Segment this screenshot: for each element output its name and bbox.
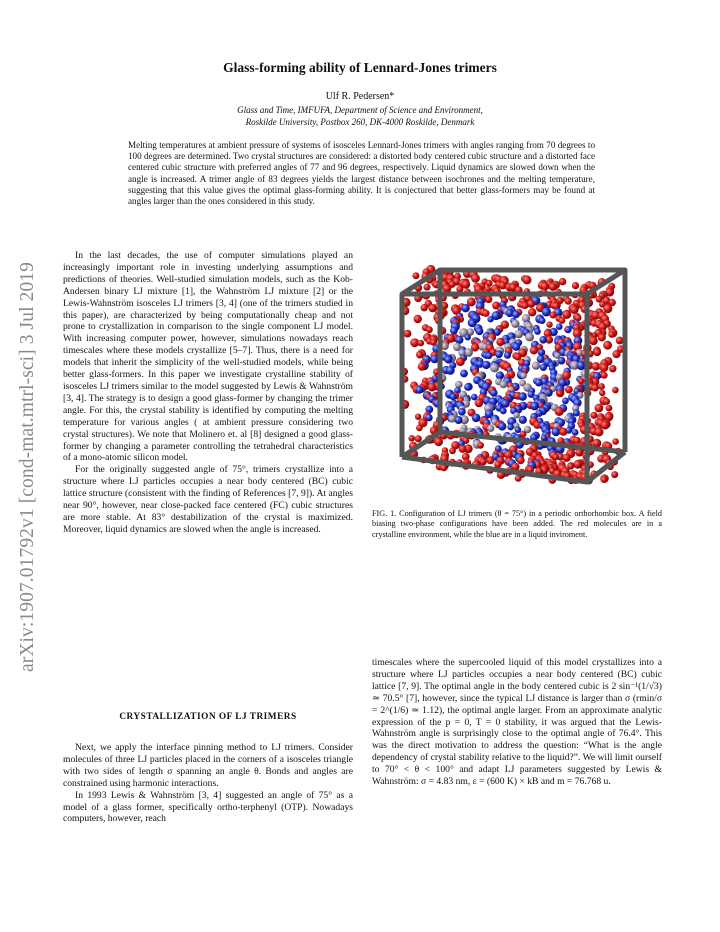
intro-paragraph-2: For the originally suggested angle of 75°, trimers crystallize into a structure where LJ particles occupies a near body centered (BC) cubic lattice structure (consistent with the finding of References [7, 9]). At angles near 90°, however, near close-packed face centered (FC) cubic structures are more stable. At 83° destabilization of the crystal is maximized. Moreover, liquid dynamics are slowed when the angle is increased.: [63, 464, 353, 535]
author-name: Ulf R. Pedersen*: [325, 91, 395, 102]
particle: [515, 475, 522, 482]
particle: [464, 383, 471, 390]
particle: [428, 383, 437, 392]
particle: [573, 460, 582, 469]
particle: [434, 437, 443, 446]
particle: [601, 476, 608, 483]
particle: [450, 393, 457, 400]
particle: [415, 386, 423, 394]
particle: [408, 435, 415, 442]
particle: [512, 311, 520, 319]
particle: [559, 428, 567, 436]
molecules: [400, 265, 625, 485]
particle: [539, 317, 546, 324]
particle: [598, 333, 606, 341]
particle: [612, 387, 619, 394]
particle: [559, 317, 566, 324]
particle: [575, 314, 582, 321]
figure-1-simulation-box: [380, 252, 640, 497]
particle: [518, 393, 526, 401]
particle: [424, 284, 431, 291]
particle: [540, 364, 547, 371]
particle: [549, 283, 557, 291]
particle: [555, 407, 564, 416]
particle: [414, 315, 422, 323]
particle: [418, 340, 425, 347]
intro-paragraph-1: In the last decades, the use of computer simulations played an increasingly important role in investing underlying assumptions and predictions of theories. Well-studied simulation models, such as the Kob-Andersen binary LJ mixture [1], the Wahnström LJ mixture [2] or the Lewis-Wahnström isosceles LJ trimers [3, 4] (one of the trimers studied in this paper), are characterized by being computationally cheap and not prone to crystallization in comparison to the single component LJ model. With increasing computer power, however, simulations nowadays reach timescales where these models crystallize [5–7]. Thus, there is a need for models that inherit the simplicity of the well-studied models, while being better glass-formers. In this paper we investigate crystalline stability of isosceles LJ trimers similar to the model suggested by Lewis & Wahnström [3, 4]. The strategy is to design a good glass-former by changing the trimer angle. For this, the crystal stability is identified by computing the melting temperature for various angles ( at ambient pressure considering two crystal structures). We note that Molinero et. al [8] designed a good glass-former by changing a parameter controlling the tetrahedral characteristics of a mono-atomic silicon model.: [63, 250, 353, 464]
particle: [515, 427, 522, 434]
box-edge: [402, 432, 440, 457]
particle: [455, 416, 463, 424]
particle: [456, 357, 465, 366]
particle: [482, 310, 489, 317]
particle: [612, 438, 619, 445]
particle: [455, 381, 463, 389]
particle: [535, 379, 543, 387]
particle: [523, 275, 532, 284]
particle: [603, 341, 612, 350]
particle: [591, 384, 598, 391]
particle: [500, 381, 508, 389]
particle: [404, 330, 412, 338]
particle: [520, 372, 527, 379]
particle: [441, 465, 448, 472]
particle: [504, 352, 511, 359]
particle: [608, 331, 615, 338]
particle: [530, 402, 539, 411]
particle: [487, 425, 494, 432]
particle: [552, 427, 561, 436]
particle: [530, 346, 538, 354]
particle: [479, 458, 486, 465]
particle: [482, 361, 490, 369]
section-heading: CRYSTALLIZATION OF LJ TRIMERS: [119, 712, 297, 722]
particle: [511, 320, 519, 328]
particle: [528, 308, 536, 316]
section-paragraph-2: In 1993 Lewis & Wahnström [3, 4] suggested an angle of 75° as a model of a glass former, specifically ortho-terphenyl (OTP). Nowadays computers, however, reach: [63, 789, 353, 825]
particle: [476, 327, 484, 335]
particle: [458, 408, 466, 416]
particle: [412, 272, 419, 279]
particle: [521, 302, 528, 309]
particle: [461, 304, 469, 312]
particle: [487, 316, 493, 322]
particle: [500, 408, 507, 415]
particle: [519, 416, 527, 424]
particle: [562, 397, 569, 404]
particle: [471, 274, 480, 283]
particle: [499, 282, 507, 290]
particle: [546, 321, 552, 327]
particle: [449, 447, 456, 454]
particle: [590, 412, 597, 419]
particle: [541, 435, 548, 442]
introduction: [63, 250, 353, 536]
particle: [593, 348, 601, 356]
particle: [513, 412, 519, 418]
particle: [421, 304, 428, 311]
particle: [570, 305, 579, 314]
particle: [498, 422, 506, 430]
particle: [565, 386, 573, 394]
section-paragraph-1: Next, we apply the interface pinning method to LJ trimers. Consider molecules of three LJ particles placed in the corners of a isosceles triangle with two sides of length σ spanning an angle θ. Bonds and angles are constrained using harmonic interactions.: [63, 742, 353, 789]
particle: [507, 424, 514, 431]
particle: [603, 304, 612, 313]
affiliation-line-1: Glass and Time, IMFUFA, Department of Science and Environment,: [237, 105, 483, 115]
particle: [415, 435, 422, 442]
right-paragraph-1: timescales where the supercooled liquid of this model crystallizes into a structure where LJ particles occupies a near body centered (BC) cubic lattice [7, 9]. The optimal angle in the body centered cubic is 2 sin⁻¹(1/√3) ≃ 70.5° [7], however, since the typical LJ distance is larger than σ (rmin/σ = 2^(1/6) ≃ 1.12), the optimal angle larger. From an approximate analytic expression of the p = 0, T = 0 stability, it was argued that the Lewis-Wahnström angle is surprisingly close to the optimal angle of 76.4°. This was the direct motivation to address the question: “What is the angle dependency of crystal stability relative to the liquid?”. We will limit ourself to 70° < θ < 100° and adapt LJ parameters suggested by Lewis & Wahnström: σ = 4.83 nm, ε = (600 K) × kB and m = 76.768 u.: [372, 657, 662, 788]
particle: [426, 326, 433, 333]
particle: [550, 312, 557, 319]
particle: [472, 414, 481, 423]
particle: [595, 404, 604, 413]
particle: [612, 350, 620, 358]
particle: [494, 461, 502, 469]
particle: [532, 362, 540, 370]
particle: [475, 399, 484, 408]
particle: [601, 372, 608, 379]
particle: [415, 414, 421, 420]
particle: [459, 445, 467, 453]
particle: [515, 330, 524, 339]
particle: [455, 336, 463, 344]
simulation-box-render: [380, 252, 640, 497]
particle: [572, 429, 579, 436]
particle: [599, 390, 605, 396]
particle: [562, 310, 571, 319]
particle: [557, 390, 563, 396]
particle: [539, 336, 547, 344]
section-body: [63, 742, 353, 825]
particle: [565, 326, 572, 333]
particle: [416, 351, 423, 358]
particle: [486, 280, 493, 287]
particle: [460, 370, 468, 378]
particle: [490, 363, 499, 372]
paper-title: Glass-forming ability of Lennard-Jones trimers: [223, 60, 497, 75]
particle: [565, 298, 572, 305]
affiliation-line-2: Roskilde University, Postbox 260, DK-4000 Roskilde, Denmark: [245, 117, 475, 127]
figure-caption: FIG. 1. Configuration of LJ trimers (θ = 75°) in a periodic orthorhombic box. A field biasing two-phase configurations have been added. The red molecules are in a crystalline environment, while the blue are in a liquid inviroment.: [372, 509, 662, 539]
particle: [512, 343, 520, 351]
particle: [573, 410, 580, 417]
particle: [416, 425, 423, 432]
particle: [534, 328, 541, 335]
particle: [559, 278, 566, 285]
arxiv-stamp: [8, 232, 48, 702]
particle: [450, 327, 458, 335]
particle: [589, 336, 598, 345]
particle: [616, 337, 624, 345]
particle: [556, 323, 563, 330]
arxiv-stamp-text: arXiv:1907.01792v1 [cond-mat.mtrl-sci] 3 Jul 2019: [17, 261, 38, 673]
particle: [595, 428, 604, 437]
particle: [603, 398, 610, 405]
particle: [486, 456, 494, 464]
particle: [598, 383, 605, 390]
particle: [465, 334, 471, 340]
particle: [517, 456, 525, 464]
particle: [525, 332, 534, 341]
particle: [490, 389, 498, 397]
particle: [477, 442, 484, 449]
particle: [418, 363, 426, 371]
particle: [606, 405, 613, 412]
particle: [495, 350, 503, 358]
particle: [496, 338, 504, 346]
particle: [611, 471, 618, 478]
abstract: Melting temperatures at ambient pressure of systems of isosceles Lennard-Jones trimers with angles ranging from 70 degrees to 100 degrees are determined. Two crystal structures are considered: a distorted body centered cubic structure and a distorted face centered cubic structure with preferred angles of 77 and 96 degrees, respectively. Liquid dynamics are slowed down when the angle is increased. A trimer angle of 83 degrees yields the largest distance between isochrones and the melting temperature, suggesting that this value gives the optimal glass-forming ability. It is conjectured that better glass-formers may be found at angles larger than the ones considered in this study.: [128, 140, 595, 207]
particle: [485, 352, 492, 359]
particle: [609, 365, 616, 372]
particle: [563, 454, 571, 462]
particle: [601, 421, 610, 430]
particle: [577, 361, 586, 370]
particle: [446, 366, 455, 375]
right-column-text: [372, 657, 662, 788]
particle: [572, 282, 579, 289]
